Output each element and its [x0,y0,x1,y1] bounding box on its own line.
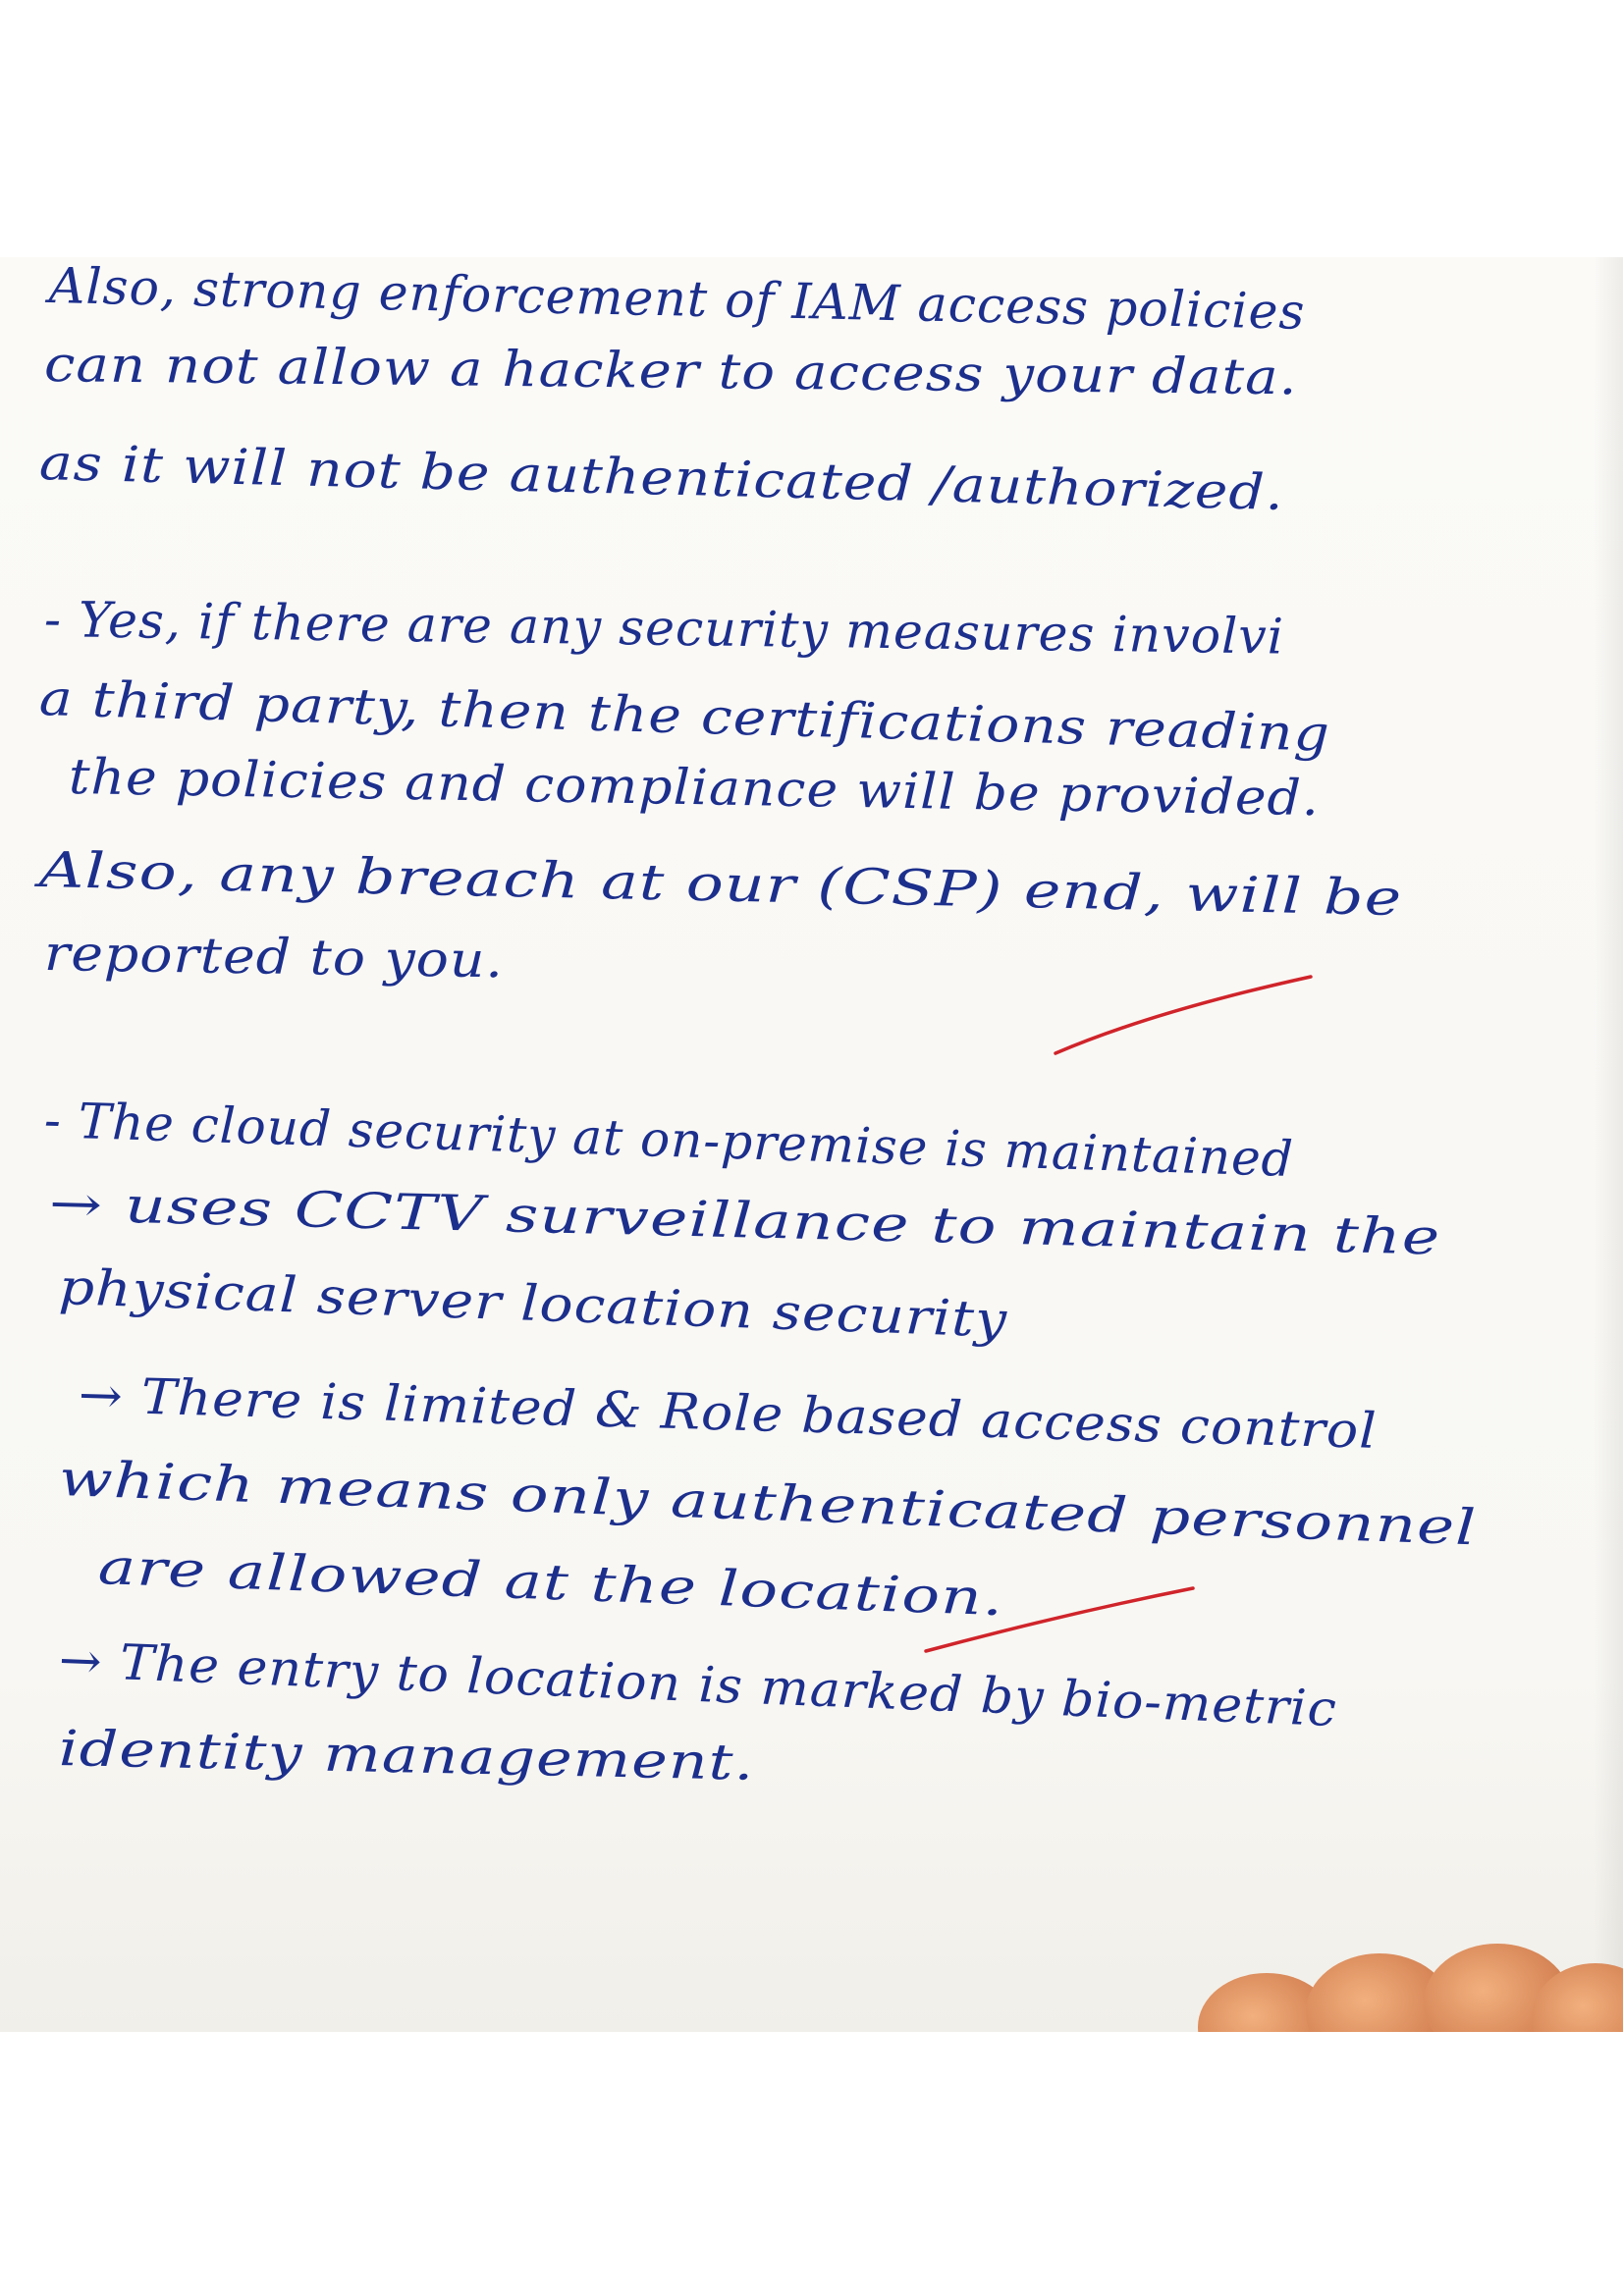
page-edge-shadow [1594,257,1623,2032]
handwritten-line-7: Also, any breach at our (CSP) end, will be [38,841,1403,928]
handwritten-line-15: → The entry to location is marked by bio-metric [57,1631,1338,1737]
handwritten-line-3: as it will not be authenticated /authorized. [38,434,1285,521]
handwritten-line-4: - Yes, if there are any security measures involvi [43,591,1285,666]
handwritten-line-10: → uses CCTV surveillance to maintain the [48,1175,1442,1266]
handwritten-line-9: - The cloud security at on-premise is maintained [43,1092,1295,1188]
fingers-photo-artifact [1188,1904,1623,2032]
handwritten-line-13: which means only authenticated personnel [57,1450,1479,1557]
handwritten-line-6: the policies and compliance will be provided. [68,748,1321,828]
handwritten-line-12: → There is limited & Role based access control [78,1366,1379,1460]
handwritten-line-1: Also, strong enforcement of IAM access policies [48,257,1306,341]
bottom-white-margin [0,2032,1623,2296]
handwritten-line-16: identity management. [58,1720,756,1791]
handwritten-line-14: are allowed at the location. [96,1538,1005,1628]
handwritten-line-2: can not allow a hacker to access your data. [43,336,1298,406]
handwritten-line-8: reported to you. [43,925,505,989]
handwritten-line-11: physical server location security [57,1258,1009,1349]
handwritten-line-5: a third party, then the certifications reading [38,669,1331,763]
